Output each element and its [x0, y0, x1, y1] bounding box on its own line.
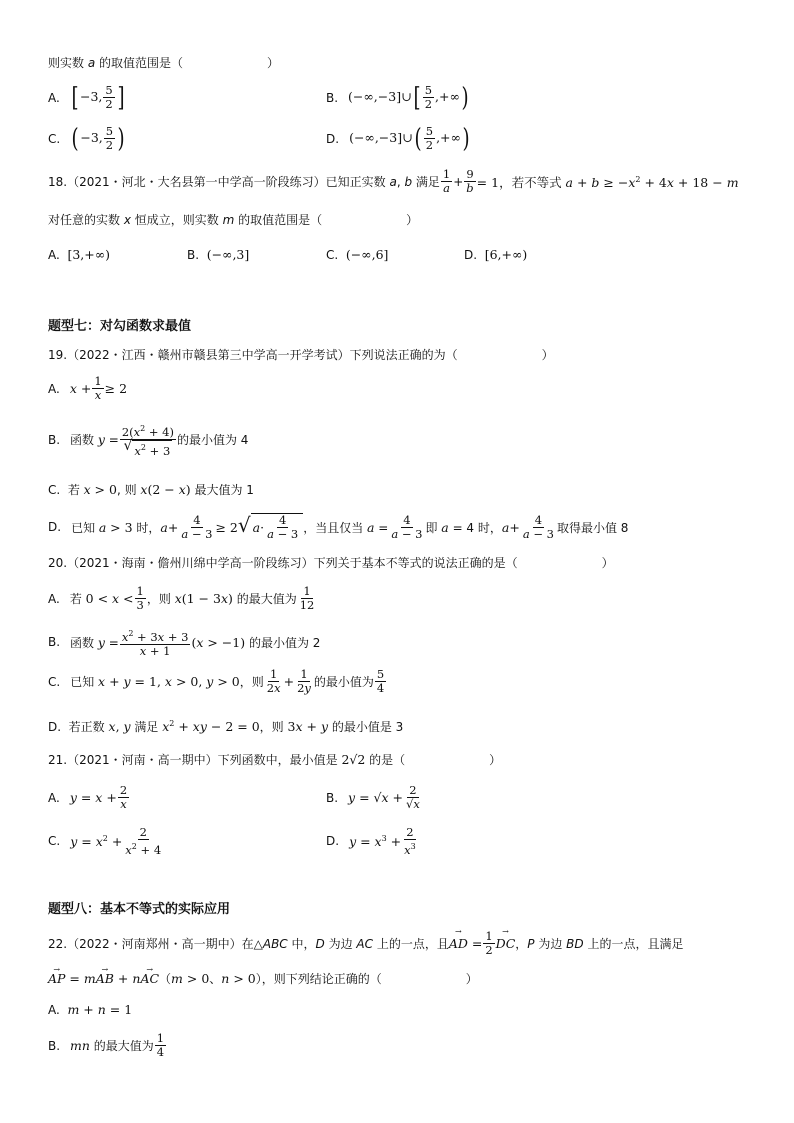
q17-stem: 则实数 a 的取值范围是（ ）	[48, 56, 280, 70]
q18-option-a: A. [3,+∞)	[48, 247, 111, 262]
q17-option-b: B. (−∞,−3]∪[ $\frac{5}{2}$ ,+∞)	[326, 82, 469, 113]
option-label: A.	[48, 90, 60, 105]
q19-option-d: D. 已知 a > 3 时， a + $\frac{4}{a - 3}$ ≥ 2 √ a · $\frac{4}{a - 3}$ ，当且仅当 a = $\frac{4}{a - 3}$ 即 a = 4 时， a + $\frac{4}{a - 3}$ 取得最小值 8	[48, 512, 629, 541]
q18-option-d: D. [6,+∞)	[464, 247, 528, 262]
q19-option-c: C. 若 x > 0, 则 x(2 − x) 最大值为 1	[48, 482, 254, 497]
q18-option-b: B. (−∞,3]	[187, 247, 250, 262]
q21-option-a: A. y = x + $\frac{2}{x}$	[48, 783, 128, 811]
q18-stem-line1: 18.（2021・河北・大名县第一中学高一阶段练习）已知正实数 a, b 满足 $\frac{1}{a}$ + $\frac{9}{b}$ = 1，若不等式 $a + b \ge -x^2 + 4x + 18 - m$	[48, 167, 739, 195]
q22-stem-line2: → AP = m→ AB + n→ AC（m > 0、n > 0），则下列结论正确的（ ）	[48, 971, 478, 987]
q20-option-b: B. 函数 y = $\frac{x^2 + 3x + 3}{x + 1}$ (x > −1) 的最小值为 2	[48, 629, 321, 658]
q17-option-c: C. ( −3, $\frac{5}{2}$ )	[48, 123, 125, 154]
section-heading-7: 题型七：对勾函数求最值	[48, 319, 192, 334]
q21-option-b: B. y = √x + $\frac{2}{√x}$	[326, 783, 420, 811]
q19-option-a: A. x + $\frac{1}{x}$ ≥ 2	[48, 374, 128, 402]
q21-stem: 21.（2021・河南・高一期中）下列函数中，最小值是 2√2 的是（ ）	[48, 752, 502, 767]
q20-stem: 20.（2021・海南・儋州川绵中学高一阶段练习）下列关于基本不等式的说法正确的是（ ）	[48, 556, 614, 570]
section-heading-8: 题型八：基本不等式的实际应用	[48, 902, 231, 917]
q20-option-a: A. 若 0 < x < $\frac{1}{3}$ ，则 x(1 − 3x) 的最大值为 $\frac{1}{12}$	[48, 584, 315, 612]
q21-option-c: C. $y = x^2$ + $\frac{2}{x^2 + 4}$	[48, 825, 162, 857]
q17-option-a: A. [ −3, $\frac{5}{2}$ ]	[48, 82, 125, 113]
q20-option-d: D. 若正数 x, y 满足 $x^2$ + xy − 2 = 0，则 3x + y 的最小值是 3	[48, 719, 404, 735]
q18-option-c: C. (−∞,6]	[326, 247, 389, 262]
q22-stem-line1: 22.（2022・河南郑州・高一期中）在△ABC 中，D 为边 AC 上的一点，且 → AD = $\frac{1}{2}$ → DC ，P 为边 BD 上的一点，且满足	[48, 930, 683, 957]
q22-option-a: A. m + n = 1	[48, 1002, 133, 1017]
q19-stem: 19.（2022・江西・赣州市赣县第三中学高一开学考试）下列说法正确的为（ ）	[48, 348, 554, 362]
q20-option-c: C. 已知 x + y = 1, x > 0, y > 0，则 $\frac{1}{2x}$ + $\frac{1}{2y}$ 的最小值为 $\frac{5}{4}$	[48, 667, 385, 695]
q19-option-b: B. 函数 y = $2(x^2 + 4)$ √ $x^2 + 3$ 的最小值为 4	[48, 424, 249, 458]
q22-option-b: B. mn 的最大值为 $\frac{1}{4}$	[48, 1031, 165, 1059]
q18-stem-line2: 对任意的实数 x 恒成立，则实数 m 的取值范围是（ ）	[48, 213, 419, 227]
q17-option-d: D. (−∞,−3]∪( $\frac{5}{2}$ ,+∞)	[326, 123, 470, 154]
q21-option-d: D. $y = x^3$ + $\frac{2}{x^3}$	[326, 825, 416, 857]
